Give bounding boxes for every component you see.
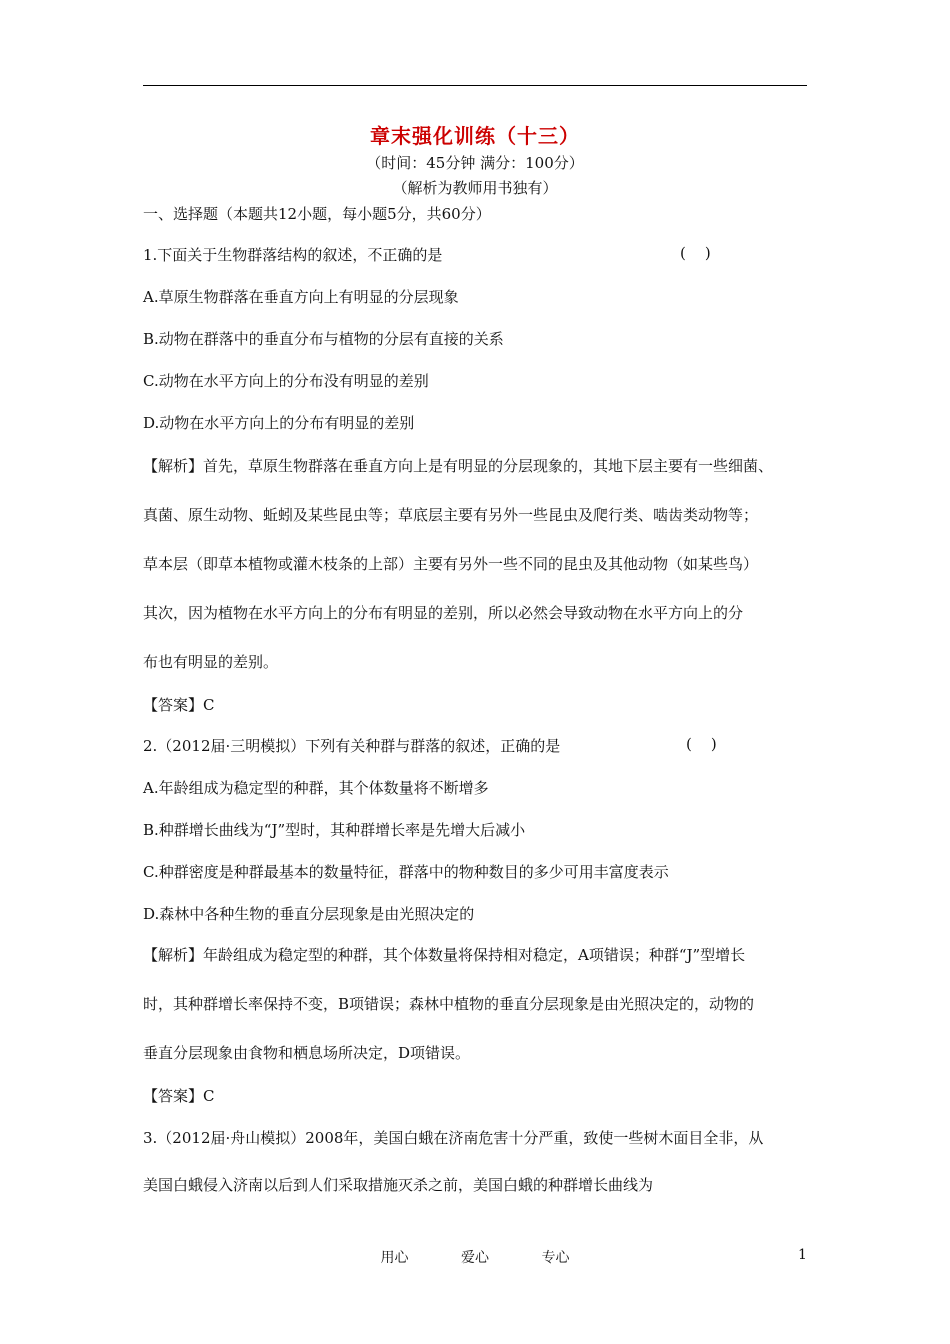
footer-item: 爱心: [461, 1250, 489, 1266]
q1-answer-blank: ( ): [680, 244, 711, 262]
q1-option-a: A.草原生物群落在垂直方向上有明显的分层现象: [143, 288, 459, 306]
q3-stem-line: 3.（2012届·舟山模拟）2008年，美国白蛾在济南危害十分严重，致使一些树木面目全非，从: [143, 1129, 764, 1147]
q2-option-b: B.种群增长曲线为“J”型时，其种群增长率是先增大后减小: [143, 821, 526, 839]
header-rule: [143, 85, 807, 86]
q1-option-b: B.动物在群落中的垂直分布与植物的分层有直接的关系: [143, 330, 504, 348]
q1-option-d: D.动物在水平方向上的分布有明显的差别: [143, 414, 415, 432]
q1-option-c: C.动物在水平方向上的分布没有明显的差别: [143, 372, 429, 390]
q2-analysis-line: 时，其种群增长率保持不变，B项错误；森林中植物的垂直分层现象是由光照决定的，动物的: [143, 995, 755, 1013]
q2-option-c: C.种群密度是种群最基本的数量特征，群落中的物种数目的多少可用丰富度表示: [143, 863, 669, 881]
page-footer: [0, 1247, 950, 1267]
q2-option-d: D.森林中各种生物的垂直分层现象是由光照决定的: [143, 905, 475, 923]
q1-analysis-line: 草本层（即草本植物或灌木枝条的上部）主要有另外一些不同的昆虫及其他动物（如某些鸟）: [143, 555, 759, 573]
page-number: 1: [798, 1247, 807, 1263]
teacher-note: （解析为教师用书独有）: [392, 179, 558, 197]
footer-item: 用心: [380, 1250, 409, 1266]
q1-answer: 【答案】C: [143, 696, 215, 714]
q2-analysis-line: 垂直分层现象由食物和栖息场所决定，D项错误。: [143, 1044, 471, 1062]
page-title: 章末强化训练（十三）: [370, 124, 580, 148]
exam-info: （时间：45分钟 满分：100分）: [366, 154, 584, 172]
q1-analysis-line: 【解析】首先，草原生物群落在垂直方向上是有明显的分层现象的，其地下层主要有一些细菌、: [143, 457, 774, 475]
q2-answer-blank: ( ): [686, 735, 717, 753]
q1-analysis-line: 其次，因为植物在水平方向上的分布有明显的差别，所以必然会导致动物在水平方向上的分: [143, 604, 744, 622]
footer-item: 专心: [541, 1250, 570, 1266]
q2-option-a: A.年龄组成为稳定型的种群，其个体数量将不断增多: [143, 779, 489, 797]
q2-answer: 【答案】C: [143, 1087, 215, 1105]
q2-stem: 2.（2012届·三明模拟）下列有关种群与群落的叙述，正确的是: [143, 737, 561, 755]
section-heading: 一、选择题（本题共12小题，每小题5分，共60分）: [143, 205, 491, 223]
q1-analysis-line: 布也有明显的差别。: [143, 653, 279, 671]
q1-stem: 1.下面关于生物群落结构的叙述，不正确的是: [143, 246, 443, 264]
q1-analysis-line: 真菌、原生动物、蚯蚓及某些昆虫等；草底层主要有另外一些昆虫及爬行类、啮齿类动物等；: [143, 506, 759, 524]
q3-stem-line: 美国白蛾侵入济南以后到人们采取措施灭杀之前，美国白蛾的种群增长曲线为: [143, 1176, 654, 1194]
q2-analysis-line: 【解析】年龄组成为稳定型的种群，其个体数量将保持相对稳定，A项错误；种群“J”型增长: [143, 946, 746, 964]
